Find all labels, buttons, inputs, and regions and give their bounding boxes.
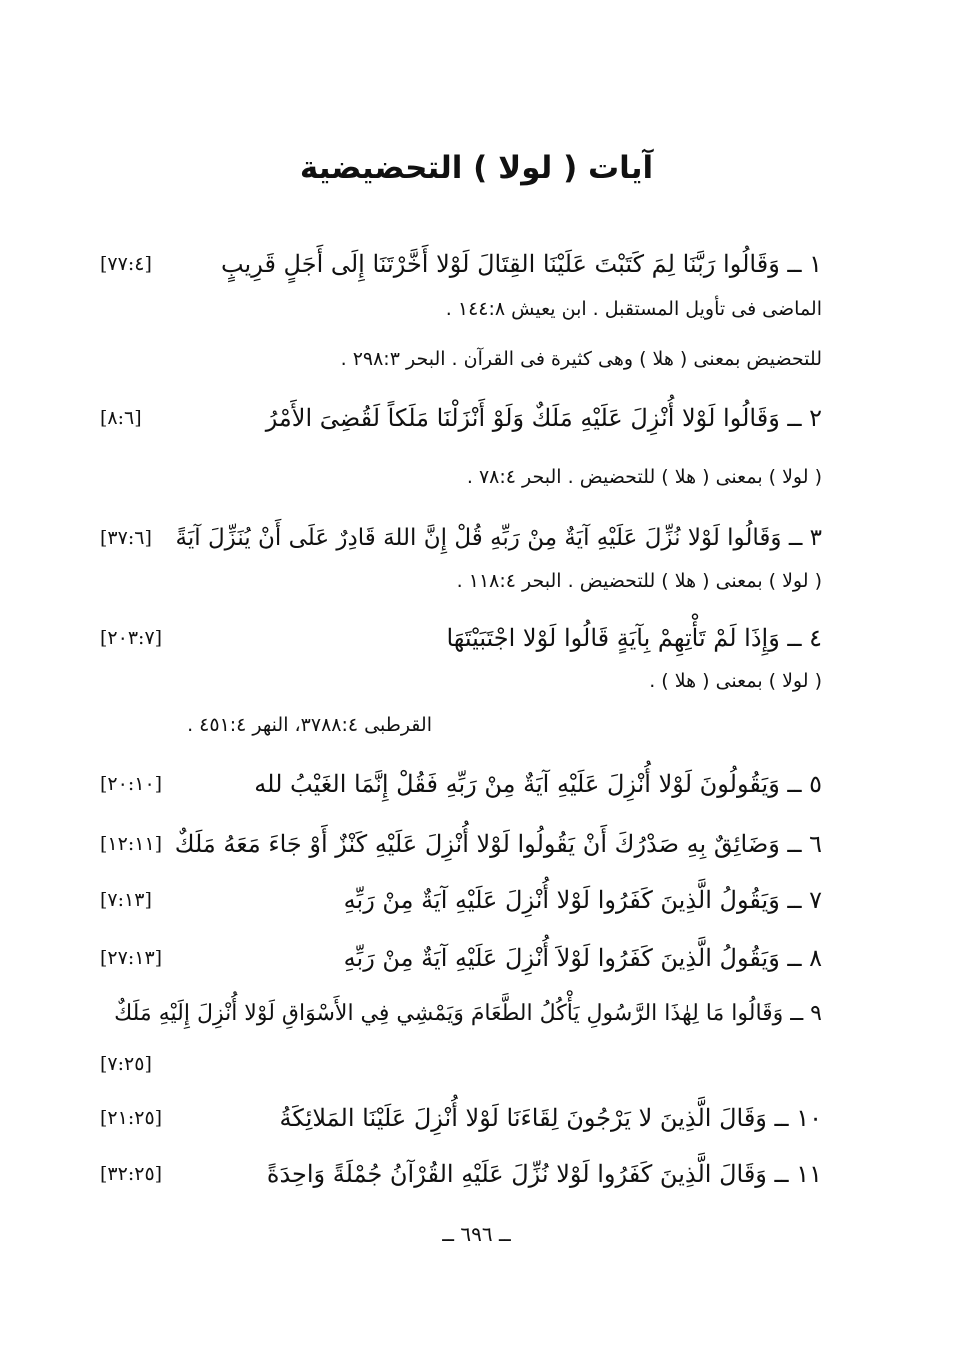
verse-row-4	[100, 616, 822, 660]
page-number: ــ ٦٩٦ ــ	[442, 1222, 511, 1246]
verse-reference: [٣٧:٦]	[100, 527, 152, 549]
verse-row-11	[100, 1152, 822, 1196]
verse-row-6	[100, 822, 822, 866]
verse-text: ١ ــ وَقَالُوا رَبَّنَا لِمَ كَتَبْتَ عَلَيْنَا القِتَالَ لَوْلا أَخَّرْتَنَا إِلَى أَجَلٍ قَرِيبٍ	[220, 250, 822, 278]
verse-reference: [٧:١٣]	[100, 889, 152, 911]
verse-reference: [٣٢:٢٥]	[100, 1163, 163, 1185]
verse-row-5	[100, 762, 822, 806]
verse-text: ٢ ــ وَقَالُوا لَوْلا أُنْزِلَ عَلَيْهِ مَلَكٌ وَلَوْ أَنْزَلْنَا مَلَكاً لَقُضِىَ الأَمْرُ	[265, 404, 822, 432]
verse-row-3	[100, 516, 822, 560]
verse-text: ٣ ــ وَقَالُوا لَوْلا نُزِّلَ عَلَيْهِ آيَةٌ مِنْ رَبِّهِ قُلْ إِنَّ اللهَ قَادِرٌ عَلَى أَنْ يُنَزِّلَ آيَةً	[175, 525, 822, 551]
verse-reference: [٢١:٢٥]	[100, 1107, 163, 1129]
verse-reference: [١٢:١١]	[100, 833, 163, 855]
verse-row-9-reference	[100, 1042, 822, 1086]
note-line: للتحضيض بمعنى ( هلا ) وهى كثيرة فى القرآن . البحر ٢٩٨:٣ .	[340, 348, 822, 370]
verse-text: ٩ ــ وَقَالُوا مَا لِهٰذَا الرَّسُولِ يَأْكُلُ الطَّعَامَ وَيَمْشِي فِي الأَسْوَاقِ لَوْلا أُنْزِلَ إِلَيْهِ مَلَكٌ	[114, 1001, 822, 1026]
verse-row-9	[100, 992, 822, 1036]
note-line: ( لولا ) بمعنى ( هلا ) .	[649, 670, 822, 692]
verse-row-8	[100, 936, 822, 980]
verse-reference: [٧٧:٤]	[100, 253, 152, 275]
page-title: آيات ( لولا ) التحضيضية	[299, 150, 654, 186]
note-line: ( لولا ) بمعنى ( هلا ) للتحضيض . البحر ١١٨:٤ .	[456, 570, 822, 592]
verse-text: ٨ ــ وَيَقُولُ الَّذِينَ كَفَرُوا لَوْلاَ أُنْزِلَ عَلَيْهِ آيَةٌ مِنْ رَبِّهِ	[343, 944, 822, 972]
verse-row-7	[100, 878, 822, 922]
verse-text: ٥ ــ وَيَقُولُونَ لَوْلا أُنْزِلَ عَلَيْهِ آيَةٌ مِنْ رَبِّهِ فَقُلْ إِنَّمَا الغَيْبُ لله	[254, 770, 822, 798]
note-line: ( لولا ) بمعنى ( هلا ) للتحضيض . البحر ٧٨:٤ .	[466, 466, 822, 488]
verse-row-1	[100, 242, 822, 286]
verse-reference: [٢٠:١٠]	[100, 773, 163, 795]
verse-reference: [٧:٢٥]	[100, 1053, 152, 1075]
verse-text: ٦ ــ وَضَائِقٌ بِهِ صَدْرُكَ أَنْ يَقُولُوا لَوْلا أُنْزِلَ عَلَيْهِ كَنْزٌ أَوْ جَاءَ مَعَهُ مَلَكٌ	[174, 830, 822, 858]
verse-text: ٧ ــ وَيَقُولُ الَّذِينَ كَفَرُوا لَوْلا أُنْزِلَ عَلَيْهِ آيَةٌ مِنْ رَبِّهِ	[343, 886, 822, 914]
note-line: الماضى فى تأويل المستقبل . ابن يعيش ١٤٤:٨ .	[445, 298, 822, 320]
verse-reference: [٢٧:١٣]	[100, 947, 163, 969]
verse-reference: [٨:٦]	[100, 407, 142, 429]
verse-reference: [٢٠٣:٧]	[100, 627, 163, 649]
verse-row-2	[100, 396, 822, 440]
verse-row-10	[100, 1096, 822, 1140]
note-line: القرطبى ٣٧٨٨:٤، النهر ٤٥١:٤ .	[187, 714, 432, 736]
verse-text: ١١ ــ وَقَالَ الَّذِينَ كَفَرُوا لَوْلا نُزِّلَ عَلَيْهِ القُرْآنُ جُمْلَةً وَاحِدَةً	[266, 1160, 822, 1188]
verse-text: ١٠ ــ وَقَالَ الَّذِينَ لا يَرْجُونَ لِقَاءَنَا لَوْلا أُنْزِلَ عَلَيْنَا المَلائِكَةُ	[279, 1104, 822, 1132]
verse-text: ٤ ــ وَإِذَا لَمْ تَأْتِهِمْ بِآيَةٍ قَالُوا لَوْلا اجْتَبَيْتَهَا	[446, 624, 822, 652]
